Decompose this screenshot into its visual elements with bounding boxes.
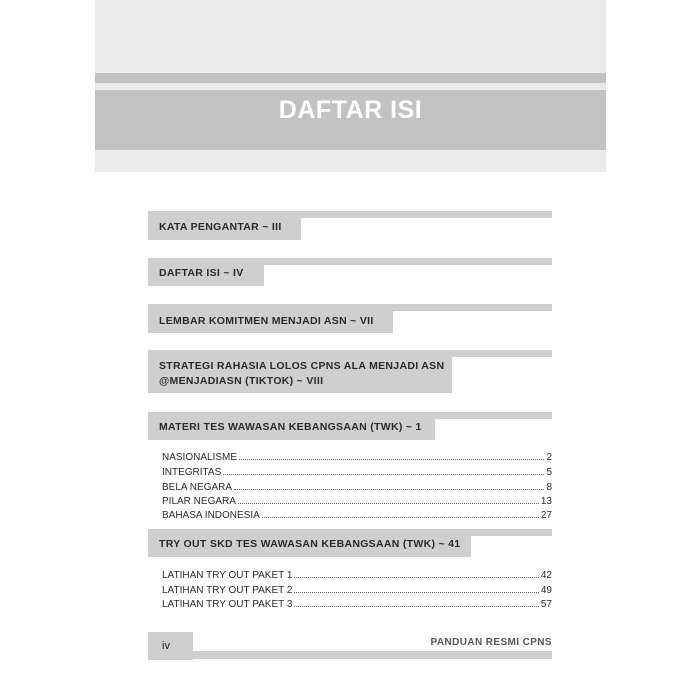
- toc-entry-page: 2: [546, 452, 552, 463]
- toc-entry[interactable]: [162, 479, 552, 493]
- dot-leader: [294, 606, 538, 607]
- section-label: KATA PENGANTAR ~ III: [159, 221, 282, 233]
- toc-entry-title: LATIHAN TRY OUT PAKET 1: [162, 570, 293, 581]
- dot-leader: [223, 474, 544, 475]
- toc-entry-title: INTEGRITAS: [162, 467, 222, 478]
- dot-leader: [239, 459, 544, 460]
- footer-page-number: iv: [162, 640, 170, 652]
- toc-entry[interactable]: [162, 596, 552, 610]
- page-title: DAFTAR ISI: [278, 96, 423, 124]
- toc-entry-page: 27: [540, 510, 552, 521]
- dot-leader: [238, 503, 539, 504]
- toc-entry-title: BAHASA INDONESIA: [162, 510, 260, 521]
- section-label-line2: @MENJADIASN (TIKTOK) ~ VIII: [159, 375, 324, 387]
- toc-entry[interactable]: [162, 493, 552, 507]
- toc-entry-title: NASIONALISME: [162, 452, 238, 463]
- footer-rule: [148, 651, 552, 659]
- toc-entry-title: LATIHAN TRY OUT PAKET 3: [162, 599, 293, 610]
- dot-leader: [294, 577, 538, 578]
- toc-entry-title: BELA NEGARA: [162, 482, 233, 493]
- toc-entry-page: 13: [540, 496, 552, 507]
- toc-entry[interactable]: [162, 567, 552, 581]
- toc-entry-title: PILAR NEGARA: [162, 496, 236, 507]
- toc-entry[interactable]: [162, 582, 552, 596]
- footer-page-box: [148, 632, 193, 660]
- toc-entry-page: 57: [540, 599, 552, 610]
- toc-entry[interactable]: [162, 464, 552, 478]
- section-label-line1: STRATEGI RAHASIA LOLOS CPNS ALA MENJADI ASN: [159, 360, 445, 372]
- dot-leader: [294, 592, 538, 593]
- dot-leader: [234, 489, 544, 490]
- toc-entry-page: 8: [546, 482, 552, 493]
- section-label: DAFTAR ISI ~ IV: [159, 267, 244, 279]
- header-divider: [95, 73, 606, 83]
- toc-entry[interactable]: [162, 507, 552, 521]
- section-label: MATERI TES WAWASAN KEBANGSAAN (TWK) ~ 1: [159, 421, 422, 433]
- toc-entry-page: 42: [540, 570, 552, 581]
- section-label: TRY OUT SKD TES WAWASAN KEBANGSAAN (TWK) ~ 41: [159, 538, 461, 550]
- toc-entry-title: LATIHAN TRY OUT PAKET 2: [162, 585, 293, 596]
- toc-entry[interactable]: [162, 449, 552, 463]
- toc-entry-page: 49: [540, 585, 552, 596]
- dot-leader: [262, 517, 539, 518]
- toc-entry-page: 5: [546, 467, 552, 478]
- section-label: LEMBAR KOMITMEN MENJADI ASN ~ VII: [159, 315, 374, 327]
- footer-book-title: PANDUAN RESMI CPNS: [430, 637, 552, 648]
